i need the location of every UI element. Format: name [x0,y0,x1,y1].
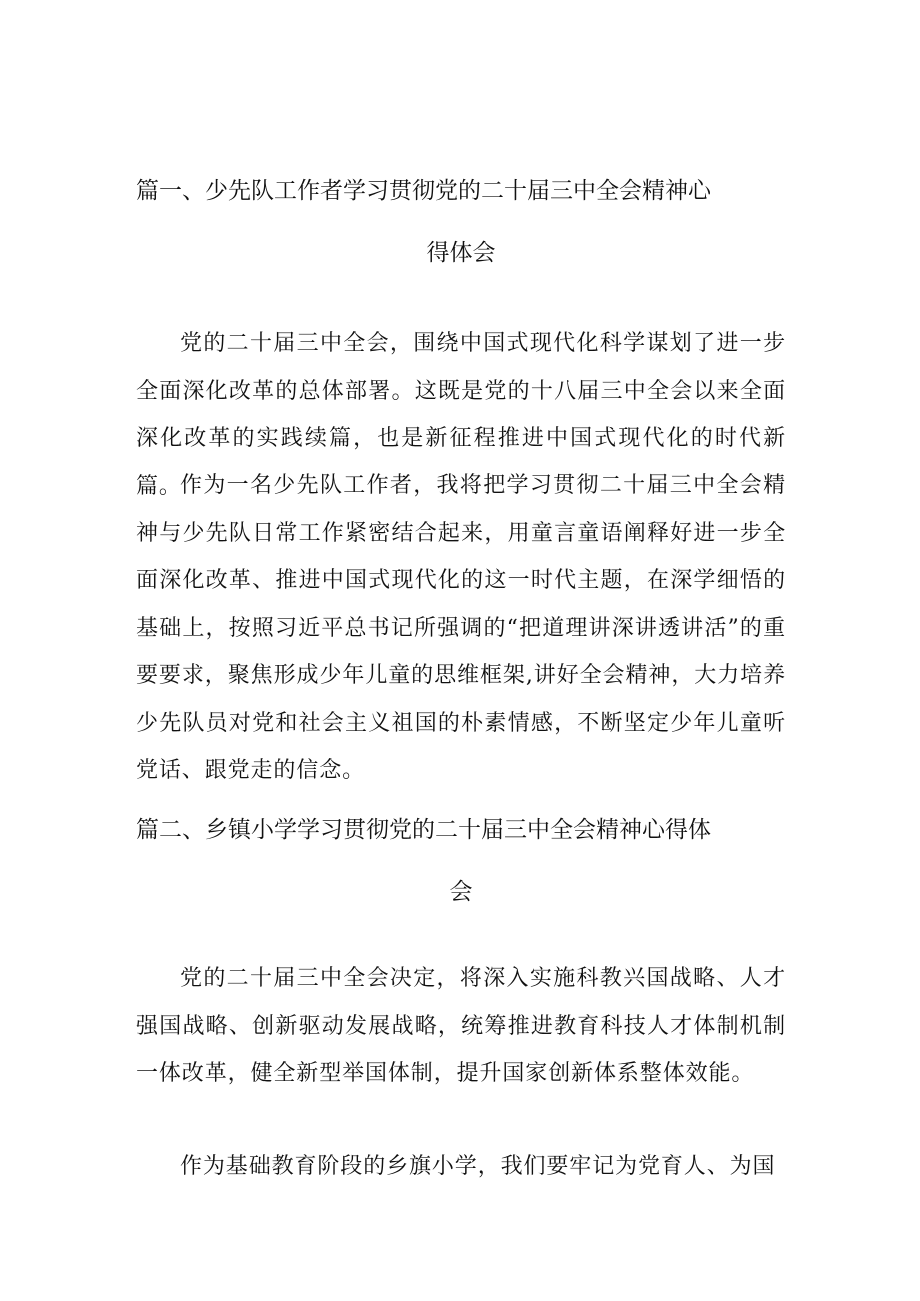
section-1-heading-line-2: 得体会 [426,240,496,266]
section-1-paragraph-1: 党的二十届三中全会，围绕中国式现代化科学谋划了进一步全面深化改革的总体部署。这既是党的十八届三中全会以来全面深化改革的实践续篇，也是新征程推进中国式现代化的时代新篇。 [136,331,786,499]
section-2-heading [136,799,786,923]
section-2-heading-line-1: 篇二、乡镇小学学习贯彻党的二十届三中全会精神心得体 [136,817,711,843]
section-2-heading-line-2: 会 [449,879,473,905]
section-1-heading [136,160,786,284]
section-1-paragraph-2: 作为一名少先队工作者，我将把学习贯彻二十届三中全会精神与少先队日常工作紧密结合起来，用童言童语阐释好进一步全面深化改革、推进中国式现代化的这一时代主题，在深学细悟的基础上，按照习近平总书记所强调的“把道理讲深讲透讲活”的重要要求，聚焦形成少年儿童的思维框架,讲好全会精神，大力培养少先队员对党和社会主义祖国的朴素情感，不断坚定少年儿童听党话、跟党走的信念。 [136,473,786,783]
section-2-paragraph-1: 党的二十届三中全会决定，将深入实施科教兴国战略、人才强国战略、创新驱动发展战略，统筹推进教育科技人才体制机制一体改革，健全新型举国体制，提升国家创新体系整体效能。 [136,966,786,1086]
section-1-heading-line-1: 篇一、少先队工作者学习贯彻党的二十届三中全会精神心 [136,178,711,204]
section-2-paragraph-2: 作为基础教育阶段的乡旗小学，我们要牢记为党育人、为国 [180,1154,776,1179]
